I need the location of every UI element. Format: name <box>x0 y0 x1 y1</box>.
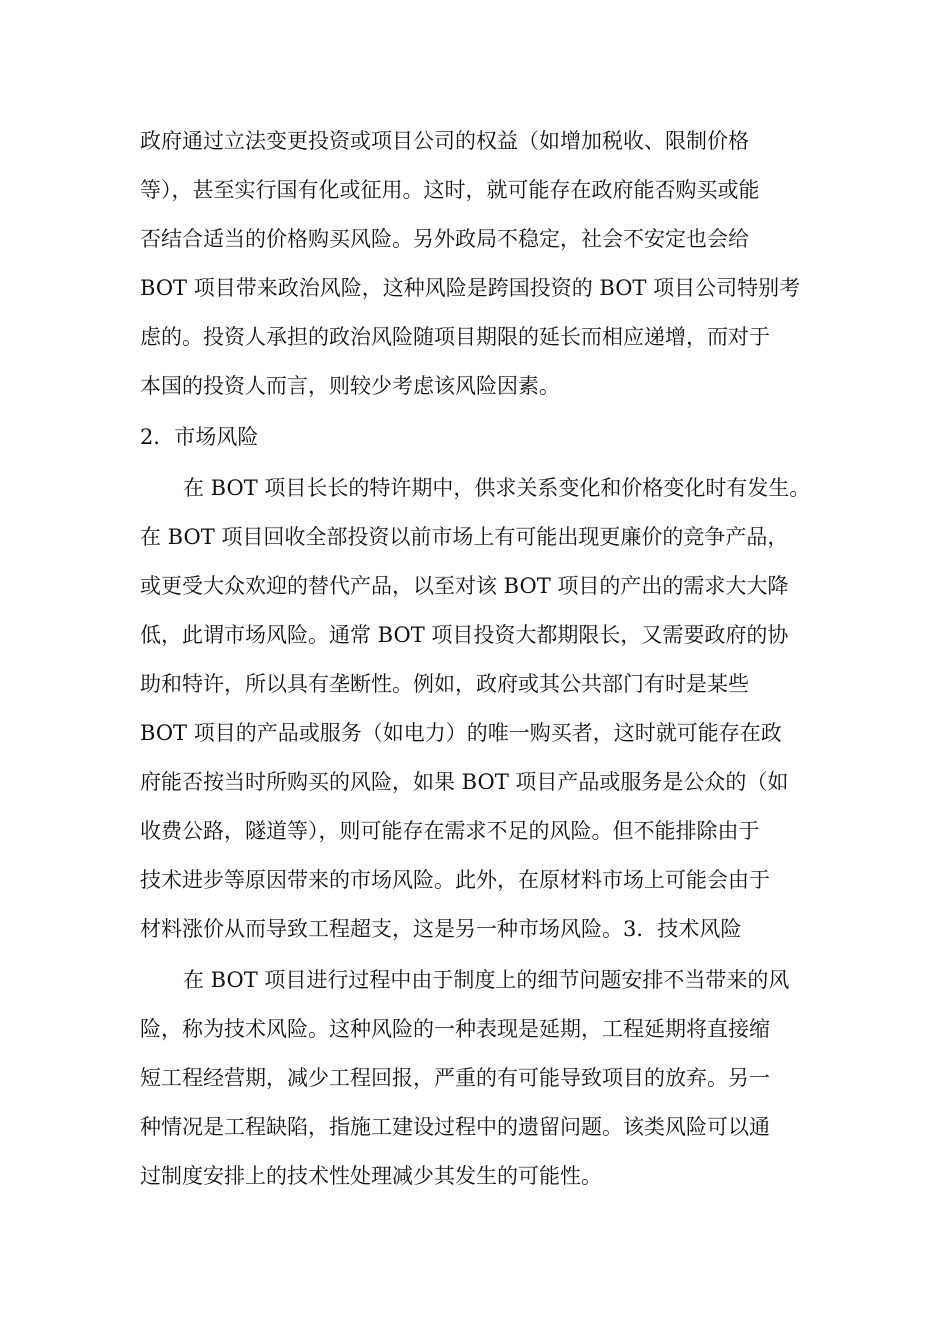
text-line: BOT 项目的产品或服务（如电力）的唯一购买者，这时就可能存在政 <box>140 721 782 745</box>
text-line: 助和特许，所以具有垄断性。例如，政府或其公共部门有时是某些 <box>140 672 749 696</box>
text-line: 等），甚至实行国有化或征用。这时，就可能存在政府能否购买或能 <box>140 178 760 202</box>
text-line: 或更受大众欢迎的替代产品，以至对该 BOT 项目的产出的需求大大降 <box>140 574 789 598</box>
text-line: 府能否按当时所购买的风险，如果 BOT 项目产品或服务是公众的（如 <box>140 770 789 794</box>
text-line: 收费公路，隧道等），则可能存在需求不足的风险。但不能排除由于 <box>140 819 760 843</box>
text-line: 过制度安排上的技术性处理减少其发生的可能性。 <box>140 1164 602 1188</box>
text-line: 虑的。投资人承担的政治风险随项目期限的延长而相应递增，而对于 <box>140 325 770 349</box>
section-heading: 2．市场风险 <box>140 425 259 449</box>
text-line: 在 BOT 项目长长的特许期中，供求关系变化和价格变化时有发生。 <box>183 476 811 500</box>
text-line: 政府通过立法变更投资或项目公司的权益（如增加税收、限制价格 <box>140 129 749 153</box>
text-line: 否结合适当的价格购买风险。另外政局不稳定，社会不安定也会给 <box>140 227 749 251</box>
text-line: BOT 项目带来政治风险，这种风险是跨国投资的 BOT 项目公司特别考 <box>140 276 801 300</box>
text-line: 种情况是工程缺陷，指施工建设过程中的遗留问题。该类风险可以通 <box>140 1115 770 1139</box>
text-line: 短工程经营期，减少工程回报，严重的有可能导致项目的放弃。另一 <box>140 1066 770 1090</box>
text-line: 材料涨价从而导致工程超支，这是另一种市场风险。3．技术风险 <box>140 917 742 941</box>
text-line: 技术进步等原因带来的市场风险。此外，在原材料市场上可能会由于 <box>140 868 770 892</box>
text-line: 在 BOT 项目进行过程中由于制度上的细节问题安排不当带来的风 <box>183 968 790 992</box>
text-line: 低，此谓市场风险。通常 BOT 项目投资大都期限长，又需要政府的协 <box>140 623 789 647</box>
text-line: 在 BOT 项目回收全部投资以前市场上有可能出现更廉价的竞争产品， <box>140 525 789 549</box>
text-line: 本国的投资人而言，则较少考虑该风险因素。 <box>140 374 560 398</box>
text-line: 险，称为技术风险。这种风险的一种表现是延期，工程延期将直接缩 <box>140 1017 770 1041</box>
